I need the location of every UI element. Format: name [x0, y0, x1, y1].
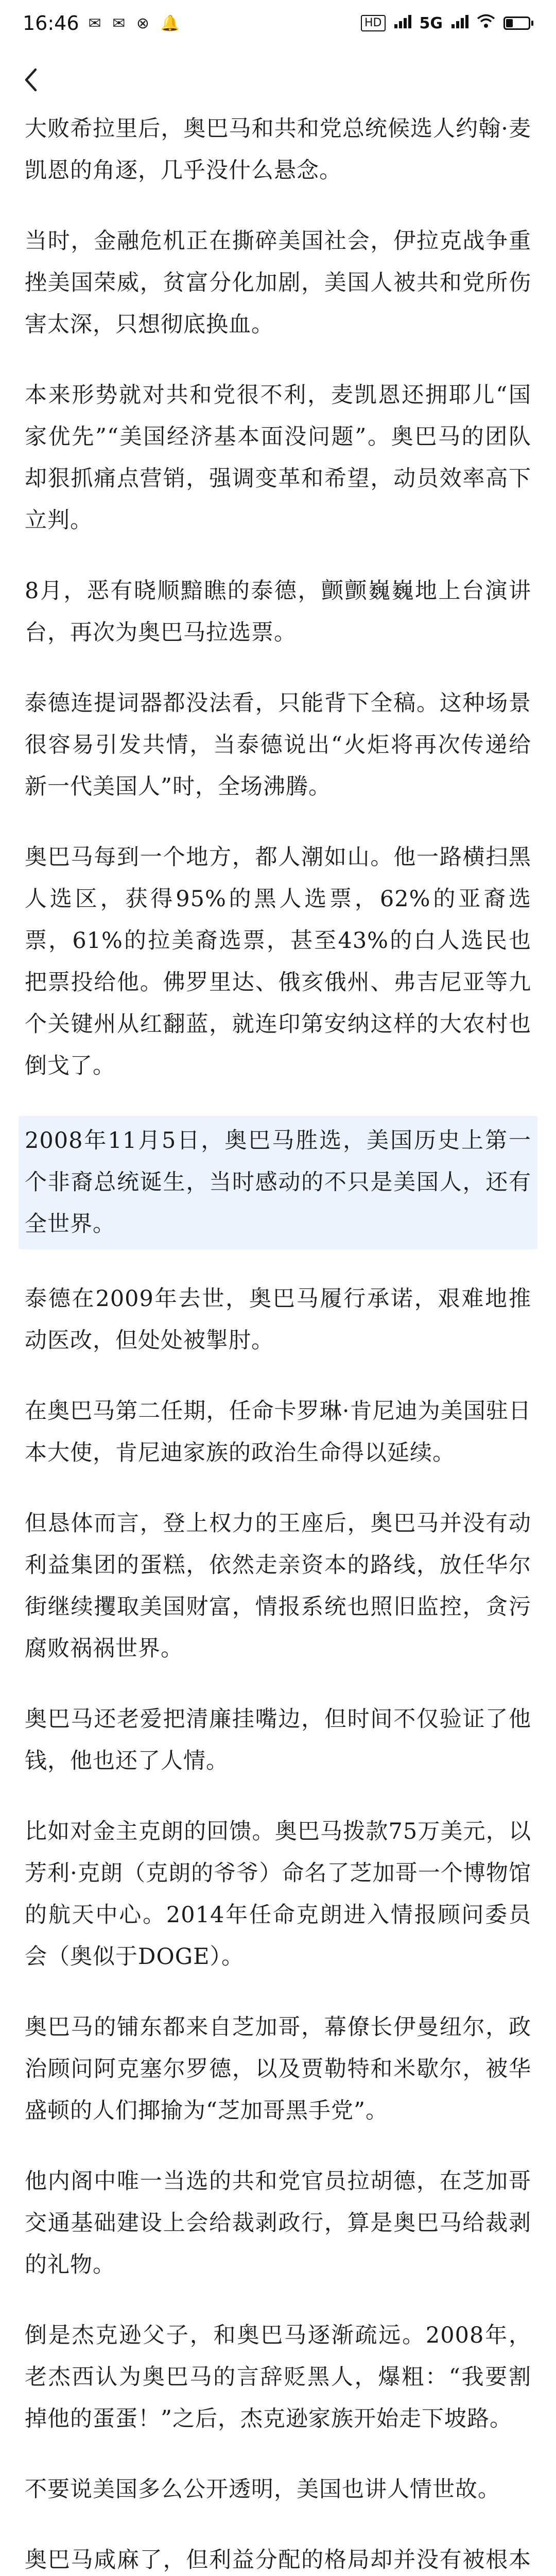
- paragraph: 不要说美国多么公开透明，美国也讲人情世故。: [25, 2477, 500, 2502]
- signal-icon: [394, 14, 411, 32]
- paragraph: 奥巴马的铺东都来自芝加哥，幕僚长伊曼纽尔，政治顾问阿克塞尔罗德，以及贾勒特和米歇尔，被华盛顿的人们揶揄为“芝加哥黑手党”。: [25, 2014, 531, 2124]
- paragraph: 泰德连提词器都没法看，只能背下全稿。这种场景很容易引发共情，当泰德说出“火炬将再次传递给新一代美国人”时，全场沸腾。: [25, 690, 531, 800]
- nav-bar: [0, 57, 556, 103]
- article-body: [0, 108, 556, 2576]
- network-label: 5G: [419, 14, 443, 32]
- status-right: [361, 14, 533, 32]
- paragraph: 大败希拉里后，奥巴马和共和党总统候选人约翰·麦凯恩的角逐，几乎没什么悬念。: [25, 116, 531, 183]
- paragraph: 比如对金主克朗的回馈。奥巴马拨款75万美元，以芳利·克朗（克朗的爷爷）命名了芝加哥一个博物馆的航天中心。2014年任命克朗进入情报顾问委员会（奥似于DOGE）。: [25, 1819, 531, 1970]
- paragraph: 本来形势就对共和党很不利，麦凯恩还拥耶儿“国家优先”“美国经济基本面没问题”。奥巴马的团队却狠抓痛点营销，强调变革和希望，动员效率高下立判。: [25, 382, 531, 533]
- back-button[interactable]: [15, 64, 46, 95]
- paragraph: 但恳体而言，登上权力的王座后，奥巴马并没有动利益集团的蛋糕，依然走亲资本的路线，放任华尔街继续攫取美国财富，情报系统也照旧监控，贪污腐败祸祸世界。: [25, 1511, 531, 1662]
- paragraph: 他内阁中唯一当选的共和党官员拉胡德，在芝加哥交通基础建设上会给裁剥政行，算是奥巴马给裁剥的礼物。: [25, 2168, 531, 2278]
- mail-icon: ✉: [112, 14, 129, 32]
- battery-icon: [503, 16, 533, 30]
- paragraph: 泰德在2009年去世，奥巴马履行承诺，艰难地推动医改，但处处被掣肘。: [25, 1286, 531, 1353]
- notification-icons: [89, 14, 183, 32]
- paragraph: 当时，金融危机正在撕碎美国社会，伊拉克战争重挫美国荣威，贫富分化加剧，美国人被共和党所伤害太深，只想彻底换血。: [25, 228, 531, 337]
- status-left: [23, 12, 183, 35]
- paragraph: 8月，恶有晓顺黯瞧的泰德，颤颤巍巍地上台演讲台，再次为奥巴马拉选票。: [25, 578, 531, 646]
- paragraph: 奥巴马每到一个地方，都人潮如山。他一路横扫黑人选区，获得95%的黑人选票，62%的亚裔选票，61%的拉美裔选票，甚至43%的白人选民也把票投给他。佛罗里达、俄亥俄州、弗吉尼亚等九个关键州从红翻蓝，就连印第安纳这样的大农村也倒戈了。: [25, 844, 531, 1079]
- paragraph: 奥巴马还老爱把清廉挂嘴边，但时间不仅验证了他钱，他也还了人情。: [25, 1706, 531, 1774]
- status-bar: [0, 0, 556, 46]
- paragraph: 倒是杰克逊父子，和奥巴马逐渐疏远。2008年，老杰西认为奥巴马的言辞贬黑人，爆粗：“我要割掉他的蛋蛋！”之后，杰克逊家族开始走下坡路。: [25, 2323, 531, 2432]
- mute-icon: ⊗: [136, 14, 153, 32]
- hd-badge: HD: [361, 15, 385, 31]
- bell-icon: 🔔: [160, 14, 183, 32]
- signal-icon: [451, 14, 468, 32]
- paragraph: 奥巴马咸麻了，但利益分配的格局却并没有被根本: [25, 2547, 531, 2573]
- status-time: 16:46: [23, 12, 79, 35]
- highlighted-paragraph: 2008年11月5日，奥巴马胜选，美国历史上第一个非裔总统诞生，当时感动的不只是美国人，还有全世界。: [19, 1116, 537, 1249]
- chevron-left-icon: [23, 67, 39, 92]
- paragraph: 在奥巴马第二任期，任命卡罗琳·肯尼迪为美国驻日本大使，肯尼迪家族的政治生命得以延续。: [25, 1398, 531, 1466]
- mail-icon: ✉: [88, 14, 105, 32]
- wifi-icon: [477, 14, 495, 32]
